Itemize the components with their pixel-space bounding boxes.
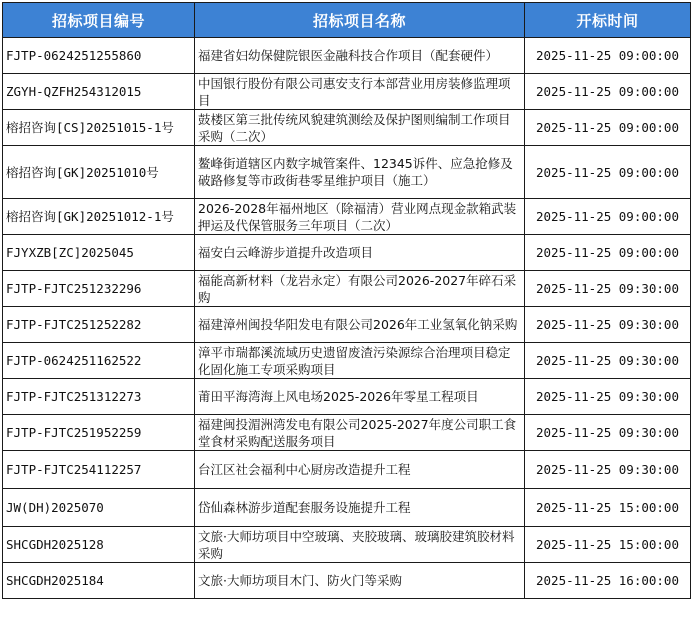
table-row — [3, 235, 691, 271]
cell-project-name: 莆田平海湾海上风电场2025-2026年零星工程项目 — [195, 379, 525, 415]
table-row — [3, 199, 691, 235]
cell-opening-time: 2025-11-25 09:30:00 — [525, 343, 691, 379]
cell-project-code: FJYXZB[ZC]2025045 — [3, 235, 195, 271]
cell-opening-time: 2025-11-25 09:30:00 — [525, 379, 691, 415]
cell-opening-time: 2025-11-25 09:30:00 — [525, 307, 691, 343]
table-row — [3, 563, 691, 599]
table-row — [3, 527, 691, 563]
cell-project-code: 榕招咨询[CS]20251015-1号 — [3, 110, 195, 146]
cell-project-code: SHCGDH2025128 — [3, 527, 195, 563]
table-header-row — [3, 3, 691, 38]
cell-project-code: 榕招咨询[GK]20251010号 — [3, 146, 195, 199]
cell-project-name: 福建闽投湄洲湾发电有限公司2025-2027年度公司职工食堂食材采购配送服务项目 — [195, 415, 525, 451]
cell-opening-time: 2025-11-25 09:00:00 — [525, 38, 691, 74]
cell-project-name: 文旅·大师坊项目木门、防火门等采购 — [195, 563, 525, 599]
cell-project-code: FJTP-FJTC251312273 — [3, 379, 195, 415]
cell-project-name: 鼓楼区第三批传统风貌建筑测绘及保护图则编制工作项目采购（二次） — [195, 110, 525, 146]
cell-opening-time: 2025-11-25 09:00:00 — [525, 199, 691, 235]
cell-opening-time: 2025-11-25 15:00:00 — [525, 489, 691, 527]
cell-opening-time: 2025-11-25 16:00:00 — [525, 563, 691, 599]
cell-project-name: 福建省妇幼保健院银医金融科技合作项目（配套硬件） — [195, 38, 525, 74]
cell-project-code: FJTP-FJTC254112257 — [3, 451, 195, 489]
cell-project-code: 榕招咨询[GK]20251012-1号 — [3, 199, 195, 235]
table-row — [3, 451, 691, 489]
cell-project-name: 鳌峰街道辖区内数字城管案件、12345诉件、应急抢修及破路修复等市政街巷零星维护项目（施工） — [195, 146, 525, 199]
table-row — [3, 74, 691, 110]
cell-project-code: ZGYH-QZFH254312015 — [3, 74, 195, 110]
table-row — [3, 343, 691, 379]
table-row — [3, 489, 691, 527]
table-row — [3, 146, 691, 199]
cell-project-name: 中国银行股份有限公司惠安支行本部营业用房装修监理项目 — [195, 74, 525, 110]
cell-project-code: SHCGDH2025184 — [3, 563, 195, 599]
table-row — [3, 271, 691, 307]
cell-opening-time: 2025-11-25 09:00:00 — [525, 146, 691, 199]
cell-opening-time: 2025-11-25 15:00:00 — [525, 527, 691, 563]
cell-project-code: FJTP-FJTC251252282 — [3, 307, 195, 343]
cell-project-name: 福能高新材料（龙岩永定）有限公司2026-2027年碎石采购 — [195, 271, 525, 307]
cell-project-code: FJTP-0624251255860 — [3, 38, 195, 74]
cell-project-code: JW(DH)2025070 — [3, 489, 195, 527]
table-row — [3, 415, 691, 451]
header-opening-time: 开标时间 — [525, 3, 691, 38]
table-row — [3, 38, 691, 74]
cell-opening-time: 2025-11-25 09:00:00 — [525, 235, 691, 271]
cell-opening-time: 2025-11-25 09:30:00 — [525, 271, 691, 307]
header-project-code: 招标项目编号 — [3, 3, 195, 38]
cell-project-code: FJTP-FJTC251232296 — [3, 271, 195, 307]
tender-table — [2, 2, 691, 599]
table-row — [3, 110, 691, 146]
cell-project-name: 福安白云峰游步道提升改造项目 — [195, 235, 525, 271]
table-row — [3, 307, 691, 343]
cell-project-name: 漳平市瑞都溪流域历史遗留废渣污染源综合治理项目稳定化固化施工专项采购项目 — [195, 343, 525, 379]
cell-opening-time: 2025-11-25 09:30:00 — [525, 451, 691, 489]
cell-project-code: FJTP-FJTC251952259 — [3, 415, 195, 451]
cell-project-name: 岱仙森林游步道配套服务设施提升工程 — [195, 489, 525, 527]
header-project-name: 招标项目名称 — [195, 3, 525, 38]
cell-opening-time: 2025-11-25 09:00:00 — [525, 110, 691, 146]
cell-project-name: 文旅·大师坊项目中空玻璃、夹胶玻璃、玻璃胶建筑胶材料采购 — [195, 527, 525, 563]
cell-project-name: 台江区社会福利中心厨房改造提升工程 — [195, 451, 525, 489]
cell-project-name: 福建漳州闽投华阳发电有限公司2026年工业氢氧化钠采购 — [195, 307, 525, 343]
cell-project-name: 2026-2028年福州地区（除福清）营业网点现金款箱武装押运及代保管服务三年项目（二次） — [195, 199, 525, 235]
table-row — [3, 379, 691, 415]
cell-project-code: FJTP-0624251162522 — [3, 343, 195, 379]
cell-opening-time: 2025-11-25 09:30:00 — [525, 415, 691, 451]
cell-opening-time: 2025-11-25 09:00:00 — [525, 74, 691, 110]
